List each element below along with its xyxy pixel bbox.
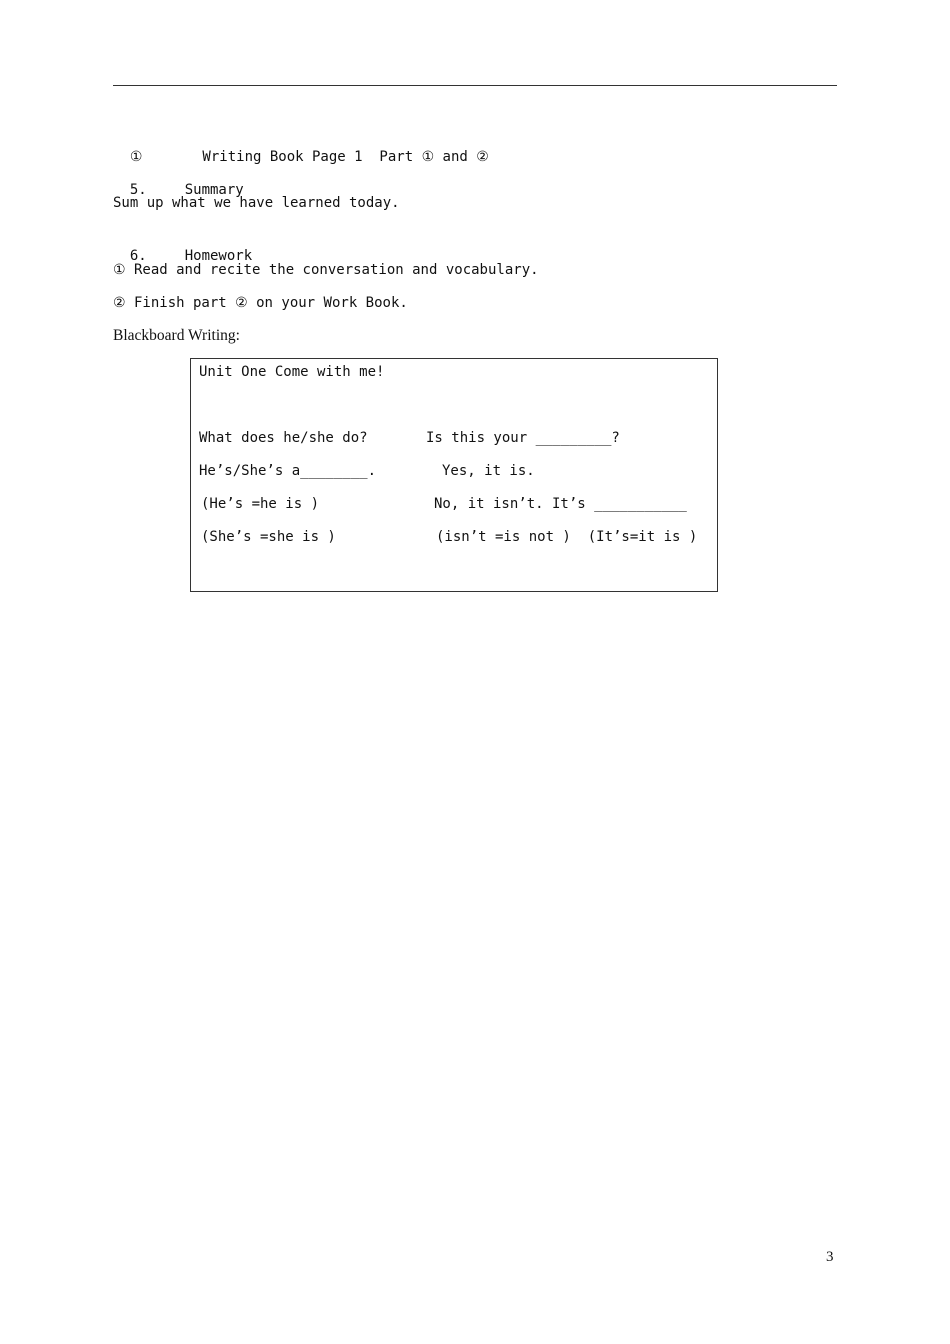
item-marker: ①: [129, 149, 143, 165]
blackboard-left-line: (He’s =he is ): [201, 496, 320, 512]
step-number: 6.: [129, 248, 147, 264]
blackboard-right-line: Yes, it is.: [442, 463, 535, 479]
blackboard-heading: Blackboard Writing:: [113, 327, 240, 344]
step-5-heading: [113, 160, 244, 198]
step-6-heading: [113, 226, 253, 264]
blackboard-right-line: Is this your _________?: [426, 430, 620, 446]
blackboard-left-line: (She’s =she is ): [201, 529, 336, 545]
blackboard-right-line: (isn’t =is not ) (It’s=it is ): [436, 529, 698, 545]
writing-book-item: [113, 127, 489, 165]
blackboard-left-line: What does he/she do?: [199, 430, 368, 446]
blackboard-title: Unit One Come with me!: [199, 364, 385, 380]
blackboard-left-line: He’s/She’s a________.: [199, 463, 377, 479]
step-title: Summary: [184, 182, 244, 198]
item-text: Writing Book Page 1 Part ① and ②: [202, 149, 489, 165]
homework-item-1: ① Read and recite the conversation and vocabulary.: [113, 262, 539, 278]
page-number: 3: [826, 1249, 834, 1265]
step-number: 5.: [129, 182, 147, 198]
blackboard-right-line: No, it isn’t. It’s ___________: [434, 496, 687, 512]
blackboard-box: [190, 358, 718, 592]
step-5-text: Sum up what we have learned today.: [113, 195, 400, 211]
homework-item-2: ② Finish part ② on your Work Book.: [113, 295, 408, 311]
header-rule: [113, 85, 837, 86]
step-title: Homework: [184, 248, 253, 264]
